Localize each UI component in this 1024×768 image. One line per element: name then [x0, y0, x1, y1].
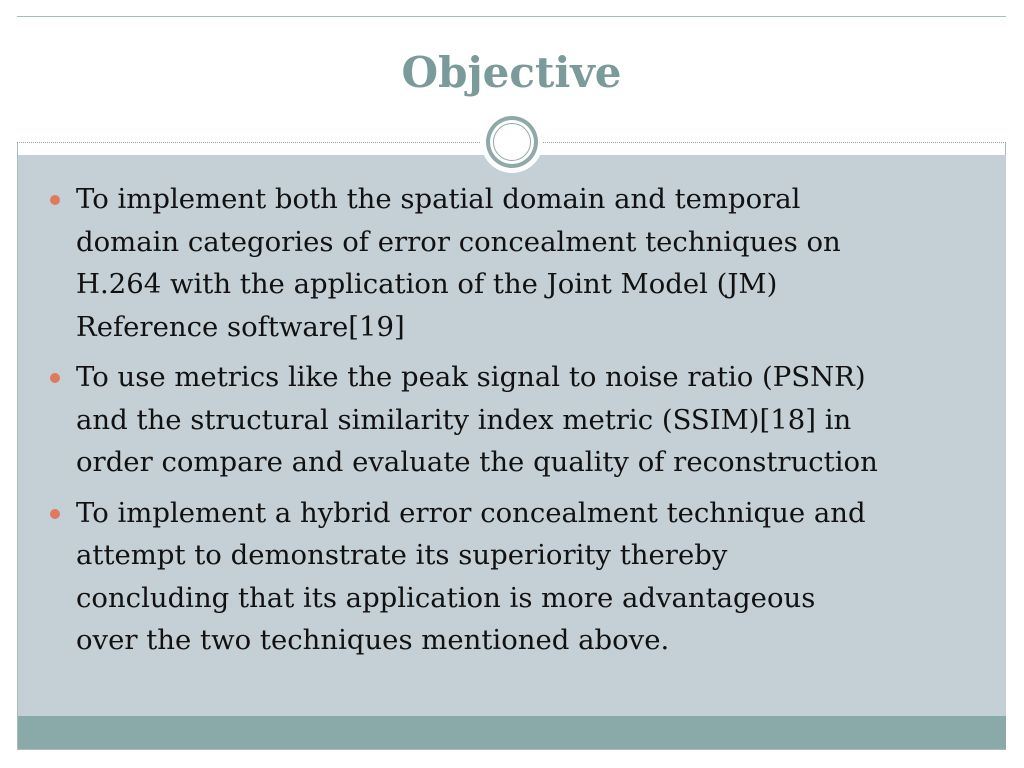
- bullet-dot-icon: [50, 509, 60, 519]
- bullet-item: [48, 356, 978, 484]
- bullet-text: To implement a hybrid error concealment technique and attempt to demonstrate its superiority thereby concluding that its application is more advantageous over the two techniques mentioned above.: [76, 496, 866, 656]
- bullet-dot-icon: [50, 195, 60, 205]
- bullet-text: To implement both the spatial domain and temporal domain categories of error concealment techniques on H.264 with the application of the Joint Model (JM) Reference software[19]: [76, 183, 841, 343]
- bullet-item: [48, 178, 978, 348]
- bullet-text: To use metrics like the peak signal to noise ratio (PSNR) and the structural similarity index metric (SSIM)[18] in order compare and evaluate the quality of reconstruction: [76, 361, 878, 478]
- footer-band: [18, 716, 1006, 749]
- bullet-dot-icon: [50, 373, 60, 383]
- bullet-list: [48, 178, 978, 670]
- slide-title: Objective: [401, 48, 622, 97]
- ornament-core: [493, 123, 531, 161]
- bullet-item: [48, 492, 978, 662]
